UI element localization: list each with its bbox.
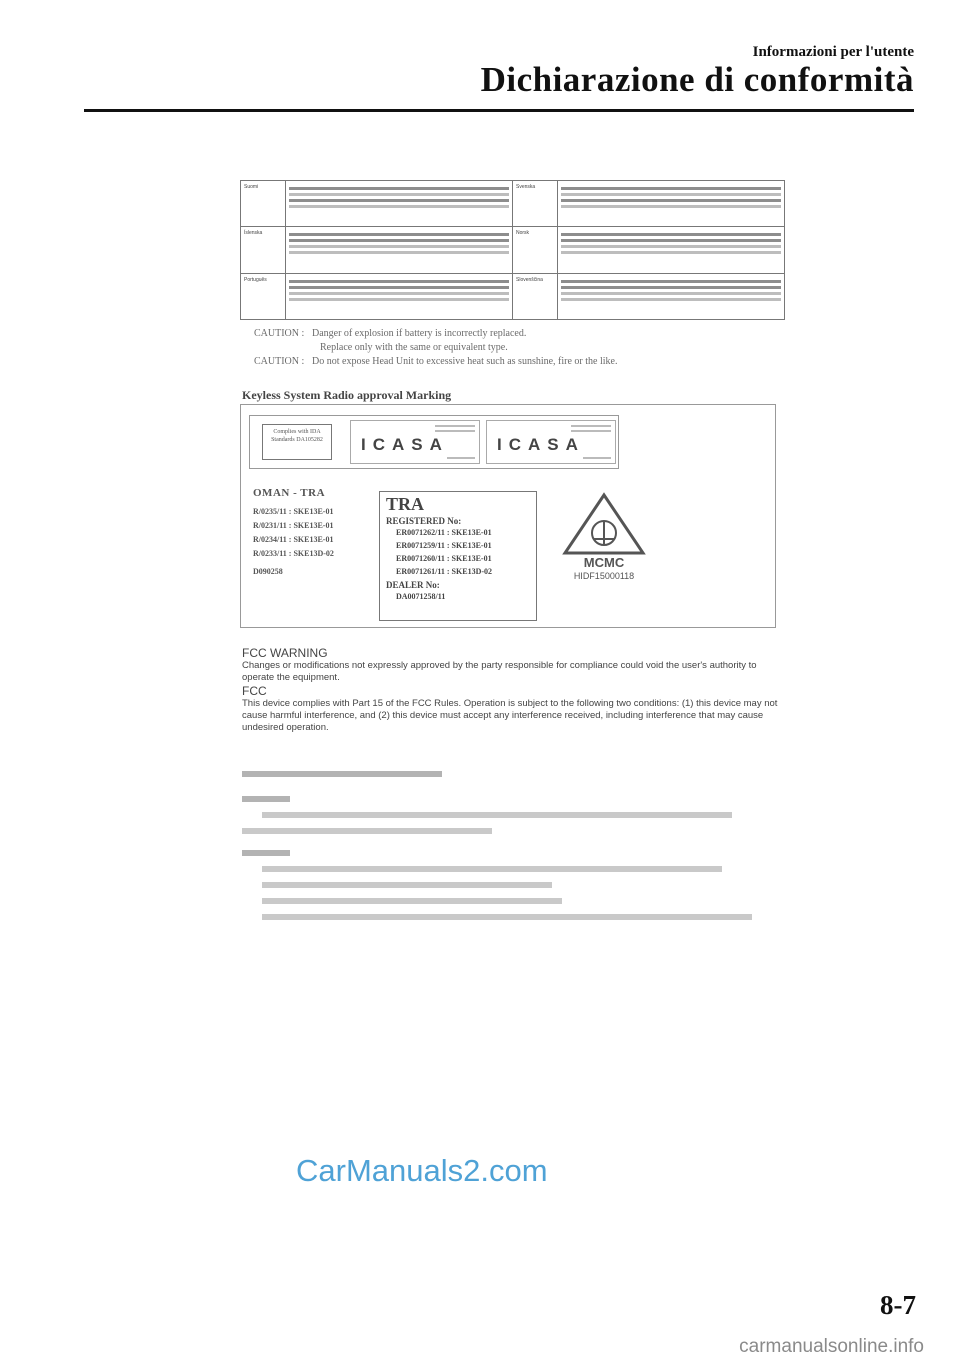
oman-line: D090258	[253, 567, 283, 576]
icasa-logo: ICASA	[361, 435, 449, 454]
lang-cell: Svenska	[513, 181, 558, 227]
tra-registered-label: REGISTERED No:	[386, 516, 462, 526]
declaration-text	[286, 227, 513, 273]
keyless-marking-title: Keyless System Radio approval Marking	[242, 388, 452, 402]
declaration-text	[558, 181, 785, 227]
radio-approval-markings	[240, 404, 776, 628]
declaration-text	[558, 227, 785, 273]
icasa-label	[350, 420, 480, 464]
language-declarations-table	[240, 180, 785, 320]
lang-cell: Suomi	[241, 181, 286, 227]
mcmc-label: MCMC	[583, 555, 625, 570]
oman-line: R/0235/11 : SKE13E-01	[253, 507, 334, 516]
oman-tra-marking	[253, 487, 383, 579]
mcmc-id: HIDF15000118	[573, 571, 635, 581]
lang-cell: Português	[241, 273, 286, 319]
oman-line: R/0231/11 : SKE13E-01	[253, 521, 334, 530]
lang-cell: Norsk	[513, 227, 558, 273]
ida-compliance-label: Complies with IDA Standards DA105282	[262, 424, 332, 460]
declaration-text	[286, 181, 513, 227]
oman-line: R/0234/11 : SKE13E-01	[253, 535, 334, 544]
page-title: Dichiarazione di conformità	[480, 60, 914, 99]
tra-registered-line: ER0071262/11 : SKE13E-01	[396, 528, 492, 537]
lang-cell: Íslenska	[241, 227, 286, 273]
lang-cell: Slovenščina	[513, 273, 558, 319]
declaration-text	[286, 273, 513, 319]
declaration-figure	[232, 176, 778, 926]
fcc-title: FCC	[242, 684, 267, 698]
oman-line: R/0233/11 : SKE13D-02	[253, 549, 334, 558]
fcc-warning-title: FCC WARNING	[242, 646, 328, 660]
caution-line: Replace only with the same or equivalent type.	[320, 342, 508, 353]
tra-dealer-number: DA0071258/11	[396, 592, 446, 601]
caution-line: CAUTION : Danger of explosion if battery is incorrectly replaced.	[254, 328, 527, 339]
section-subtitle: Informazioni per l'utente	[752, 44, 914, 60]
page-number: 8-7	[880, 1290, 916, 1320]
footer-site: carmanualsonline.info	[739, 1336, 924, 1357]
icasa-logo: ICASA	[497, 435, 585, 454]
tra-title: TRA	[386, 494, 425, 514]
declaration-text	[558, 273, 785, 319]
fcc-warning-text: Changes or modifications not expressly approved by the party responsible for compliance could void the user's authority to operate the equipment.	[242, 660, 757, 683]
tra-dealer-label: DEALER No:	[386, 580, 440, 590]
caution-line: CAUTION : Do not expose Head Unit to excessive heat such as sunshine, fire or the like.	[254, 356, 618, 367]
fcc-text: This device complies with Part 15 of the FCC Rules. Operation is subject to the following two conditions: (1) this device may not cause harmful interference, and (2) this device must accept any interference received, including interference that may cause undesired operation.	[242, 698, 778, 733]
tra-registered-line: ER0071259/11 : SKE13E-01	[396, 541, 492, 550]
oman-title: OMAN - TRA	[253, 487, 326, 499]
mcmc-logo-icon	[559, 491, 649, 571]
icasa-markings	[249, 415, 619, 469]
icasa-label	[486, 420, 616, 464]
tra-registration-box	[379, 491, 537, 621]
watermark: CarManuals2.com	[296, 1153, 548, 1188]
tra-registered-line: ER0071261/11 : SKE13D-02	[396, 567, 493, 576]
tra-registered-line: ER0071260/11 : SKE13E-01	[396, 554, 492, 563]
fcc-warning	[242, 646, 782, 734]
header-rule	[84, 109, 914, 112]
